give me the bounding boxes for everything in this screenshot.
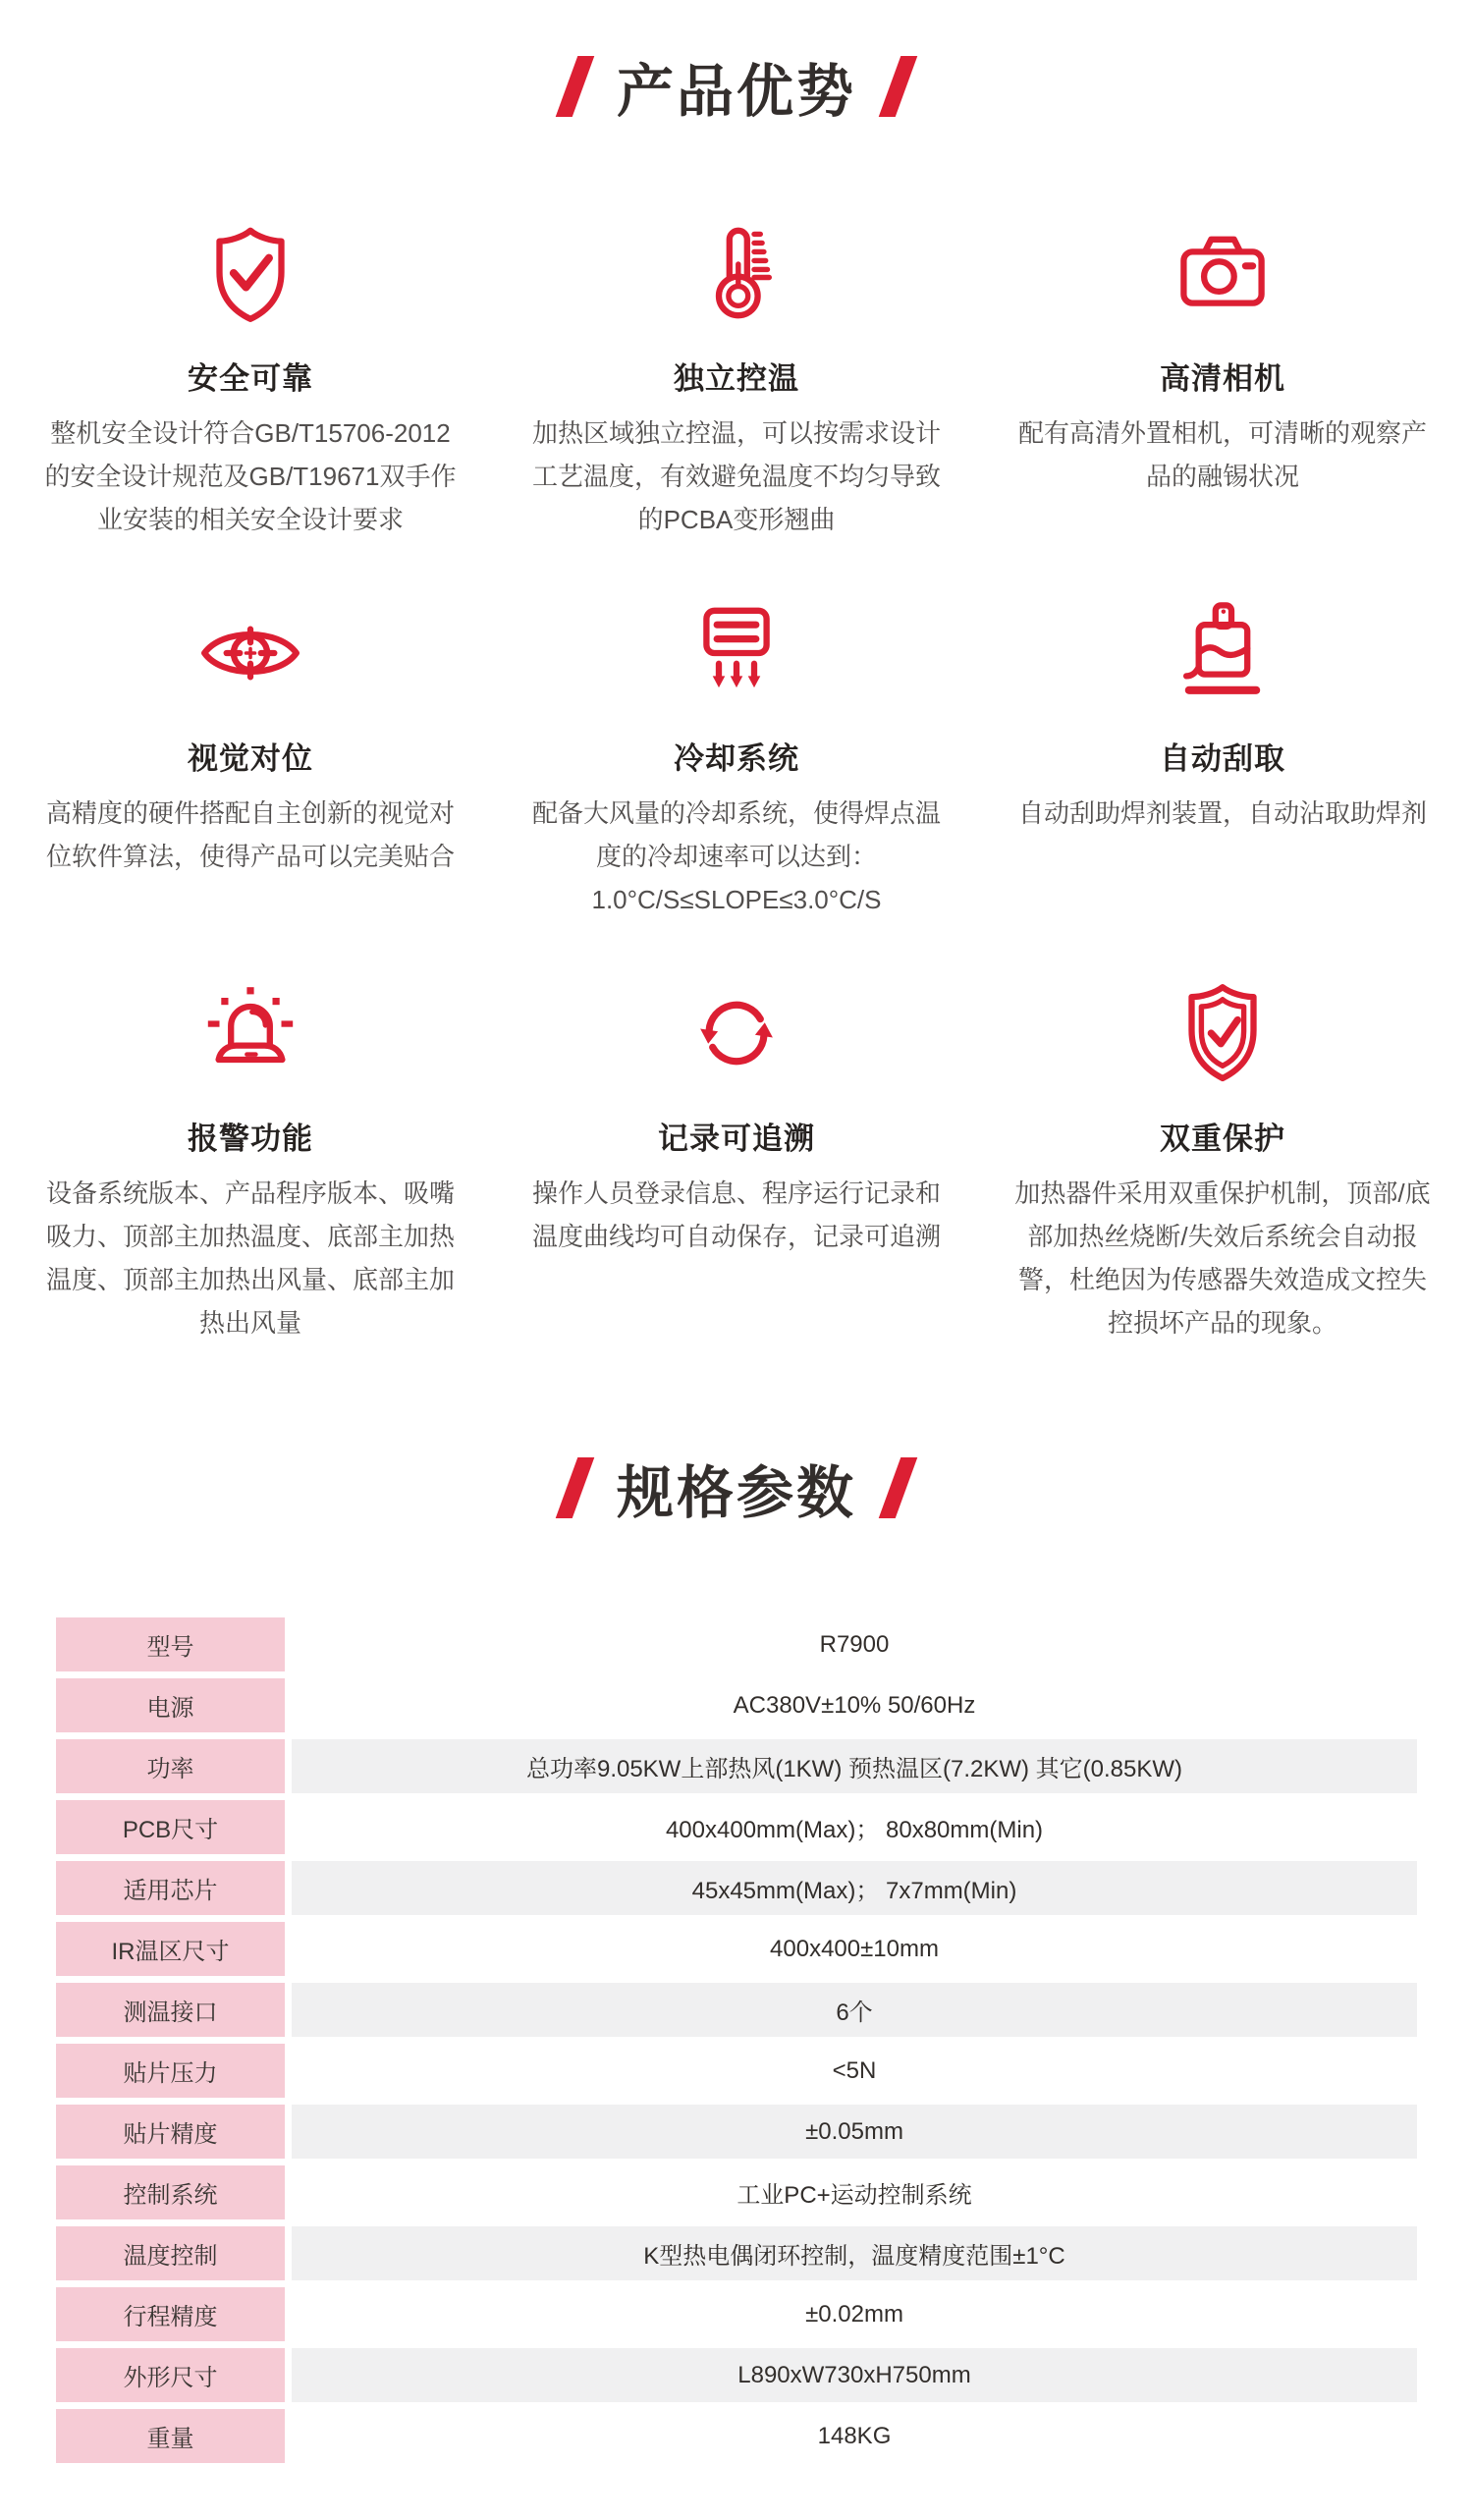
spec-label: 贴片压力 xyxy=(56,2044,285,2098)
table-row-placement-force xyxy=(56,2044,1417,2098)
spec-value: ±0.02mm xyxy=(292,2287,1417,2341)
feature-desc: 加热器件采用双重保护机制，顶部/底部加热丝烧断/失效后系统会自动报警，杜绝因为传感器失效造成文控失控损坏产品的现象。 xyxy=(1014,1178,1431,1338)
table-row-temp-ports xyxy=(56,1983,1417,2037)
feature-card-flux xyxy=(1011,598,1434,921)
spec-label: 控制系统 xyxy=(56,2165,285,2219)
feature-card-alarm xyxy=(39,978,462,1344)
table-row-weight xyxy=(56,2409,1417,2463)
specs-section-title xyxy=(0,1447,1473,1529)
table-row-travel-accuracy xyxy=(56,2287,1417,2341)
eye-target-icon xyxy=(197,598,303,708)
feature-desc: 整机安全设计符合GB/T15706-2012的安全设计规范及GB/T19671双手作业安装的相关安全设计要求 xyxy=(44,418,457,534)
feature-title: 安全可靠 xyxy=(188,361,313,396)
spec-value: 400x400mm(Max)； 80x80mm(Min) xyxy=(292,1800,1417,1854)
spec-value: 45x45mm(Max)； 7x7mm(Min) xyxy=(292,1861,1417,1915)
feature-card-camera xyxy=(1011,218,1434,541)
feature-card-records xyxy=(525,978,948,1344)
camera-icon xyxy=(1170,218,1276,328)
spec-label: 测温接口 xyxy=(56,1983,285,2037)
spec-value: 6个 xyxy=(292,1983,1417,2037)
spec-value: 工业PC+运动控制系统 xyxy=(292,2165,1417,2219)
spec-value: AC380V±10% 50/60Hz xyxy=(292,1678,1417,1732)
spec-value: 148KG xyxy=(292,2409,1417,2463)
spec-label: 贴片精度 xyxy=(56,2105,285,2159)
feature-title: 记录可追溯 xyxy=(658,1122,815,1156)
feature-card-safety xyxy=(39,218,462,541)
feature-desc: 操作人员登录信息、程序运行记录和温度曲线均可自动保存，记录可追溯 xyxy=(531,1178,941,1251)
table-row-chip-size xyxy=(56,1861,1417,1915)
feature-desc: 加热区域独立控温，可以按需求设计工艺温度，有效避免温度不均匀导致的PCBA变形翘曲 xyxy=(531,418,941,534)
spec-value: 总功率9.05KW上部热风(1KW) 预热温区(7.2KW) 其它(0.85KW) xyxy=(292,1739,1417,1793)
flux-brush-icon xyxy=(1170,598,1276,708)
table-row-wattage xyxy=(56,1739,1417,1793)
spec-label: 适用芯片 xyxy=(56,1861,285,1915)
cooling-vent-icon xyxy=(683,598,790,708)
thermometer-icon xyxy=(683,218,790,328)
feature-desc: 配有高清外置相机，可清晰的观察产品的融锡状况 xyxy=(1017,418,1427,491)
table-row-model xyxy=(56,1617,1417,1671)
title-slash-right-icon xyxy=(879,56,918,117)
feature-card-temperature xyxy=(525,218,948,541)
spec-value: <5N xyxy=(292,2044,1417,2098)
feature-title: 自动刮取 xyxy=(1160,741,1285,776)
spec-table xyxy=(56,1617,1417,2463)
spec-label: PCB尺寸 xyxy=(56,1800,285,1854)
spec-label: 重量 xyxy=(56,2409,285,2463)
feature-card-vision xyxy=(39,598,462,921)
spec-label: 温度控制 xyxy=(56,2226,285,2280)
table-row-power-supply xyxy=(56,1678,1417,1732)
spec-label: 行程精度 xyxy=(56,2287,285,2341)
title-slash-left-icon xyxy=(556,1457,595,1518)
feature-title: 高清相机 xyxy=(1160,361,1285,396)
shield-check-icon xyxy=(197,218,303,328)
table-row-temp-control xyxy=(56,2226,1417,2280)
table-row-ir-zone xyxy=(56,1922,1417,1976)
feature-title: 双重保护 xyxy=(1160,1122,1285,1156)
advantages-section-title xyxy=(0,45,1473,128)
feature-title: 冷却系统 xyxy=(674,741,799,776)
spec-value: K型热电偶闭环控制，温度精度范围±1°C xyxy=(292,2226,1417,2280)
spec-label: 电源 xyxy=(56,1678,285,1732)
spec-label: 外形尺寸 xyxy=(56,2348,285,2402)
alarm-siren-icon xyxy=(197,978,303,1088)
table-row-control-system xyxy=(56,2165,1417,2219)
feature-title: 独立控温 xyxy=(674,361,799,396)
feature-card-protection xyxy=(1011,978,1434,1344)
sync-arrows-icon xyxy=(683,978,790,1088)
spec-value: ±0.05mm xyxy=(292,2105,1417,2159)
spec-label: 功率 xyxy=(56,1739,285,1793)
spec-label: IR温区尺寸 xyxy=(56,1922,285,1976)
advantages-title-text: 产品优势 xyxy=(616,60,856,124)
advantages-grid xyxy=(0,218,1473,1344)
spec-value: 400x400±10mm xyxy=(292,1922,1417,1976)
spec-label: 型号 xyxy=(56,1617,285,1671)
feature-card-cooling xyxy=(525,598,948,921)
specs-title-text: 规格参数 xyxy=(616,1461,856,1525)
spec-value: R7900 xyxy=(292,1617,1417,1671)
table-row-placement-accuracy xyxy=(56,2105,1417,2159)
feature-title: 报警功能 xyxy=(188,1122,313,1156)
feature-desc: 设备系统版本、产品程序版本、吸嘴吸力、顶部主加热温度、底部主加热温度、顶部主加热出风量、底部主加热出风量 xyxy=(45,1178,455,1338)
title-slash-left-icon xyxy=(556,56,595,117)
feature-title: 视觉对位 xyxy=(188,741,313,776)
spec-value: L890xW730xH750mm xyxy=(292,2348,1417,2402)
feature-desc: 自动刮助焊剂装置，自动沾取助焊剂 xyxy=(1017,798,1427,828)
double-shield-icon xyxy=(1170,978,1276,1088)
feature-desc: 配备大风量的冷却系统，使得焊点温度的冷却速率可以达到：1.0°C/S≤SLOPE≤3.0°C/S xyxy=(531,798,941,914)
table-row-dimensions xyxy=(56,2348,1417,2402)
feature-desc: 高精度的硬件搭配自主创新的视觉对位软件算法，使得产品可以完美贴合 xyxy=(45,798,455,871)
title-slash-right-icon xyxy=(879,1457,918,1518)
table-row-pcb-size xyxy=(56,1800,1417,1854)
